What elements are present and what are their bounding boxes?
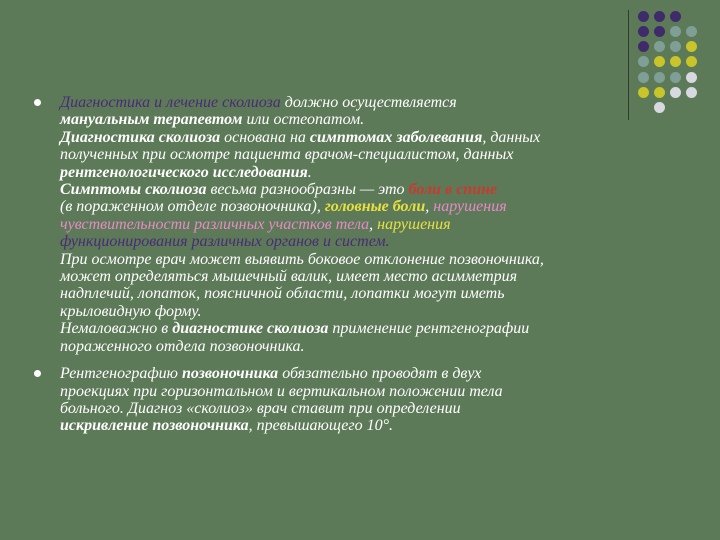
highlight-text: боли в спине [408,181,498,199]
bold-text: рентгенологического исследования [60,163,308,181]
text-span: , превышающего 10°. [248,417,394,435]
slide-body [34,94,694,435]
text-span: основана на [220,128,310,146]
decor-dot [654,11,665,22]
bold-text: Диагностика сколиоза [60,128,221,146]
decor-dot [670,26,681,37]
text-span: , [369,215,378,233]
decor-dot [654,41,665,52]
decor-dot [686,41,697,52]
decor-dot [670,72,681,83]
bold-text: искривление позвоночника [60,417,249,435]
text-span: . [307,163,312,181]
highlight-text: нарушения [433,198,507,216]
text-span: применение рентгенографии [328,320,530,338]
text-span: Рентгенографию [60,365,182,383]
text-span: весьма разнообразны — это [206,181,409,199]
text-span: больного. Диагноз «сколиоз» врач ставит при определении [60,399,461,417]
highlight-text: Диагностика и лечение сколиоза [60,94,281,111]
decor-dot [670,56,681,67]
decor-dot [638,41,649,52]
decor-dot [654,72,665,83]
highlight-text: функционирования различных органов и систем. [60,233,390,251]
text-span: При осмотре врач может выявить боковое отклонение позвоночника, [60,250,544,268]
text-span: , [425,198,434,216]
decor-dot [638,56,649,67]
decor-dot [686,56,697,67]
decor-dot [654,26,665,37]
bullet-icon [34,370,41,377]
decor-dot [670,11,681,22]
bold-text: позвоночника [181,365,279,383]
bold-text: мануальным терапевтом [60,111,243,129]
decor-dot [638,72,649,83]
decor-dot [686,26,697,37]
decor-dot [638,11,649,22]
highlight-text: чувствительности различных участков тела [60,215,370,233]
paragraph-2 [60,365,694,435]
highlight-text: головные боли [324,198,426,216]
text-span: может определяться мышечный валик, имеет место асимметрия [60,268,518,286]
bullet-icon [34,99,41,106]
bullet-item-1 [34,94,694,355]
text-span: , данных [482,128,541,146]
bold-text: симптомах заболевания [309,128,483,146]
text-span: (в пораженном отделе позвоночника), [60,198,325,216]
bold-text: Симптомы сколиоза [60,181,207,199]
decor-dot [670,41,681,52]
text-span: проекциях при горизонтальном и вертикальном положении тела [60,382,503,400]
text-span: надплечий, лопаток, поясничной области, лопатки могут иметь [60,285,505,303]
decor-dot [638,26,649,37]
decor-dot [686,72,697,83]
text-span: полученных при осмотре пациента врачом-специалистом, данных [60,146,514,164]
text-span: обязательно проводят в двух [278,365,482,383]
text-span: крыловидную форму. [60,302,202,320]
highlight-text: нарушения [377,215,451,233]
text-span: Немаловажно в [60,320,173,338]
bullet-item-2 [34,365,694,435]
decor-dot [654,56,665,67]
text-span: пораженного отдела позвоночника. [60,337,305,355]
bold-text: диагностике сколиоза [172,320,329,338]
text-span: или остеопатом. [242,111,365,129]
text-span: должно осуществляется [280,94,457,111]
paragraph-1 [60,94,694,355]
